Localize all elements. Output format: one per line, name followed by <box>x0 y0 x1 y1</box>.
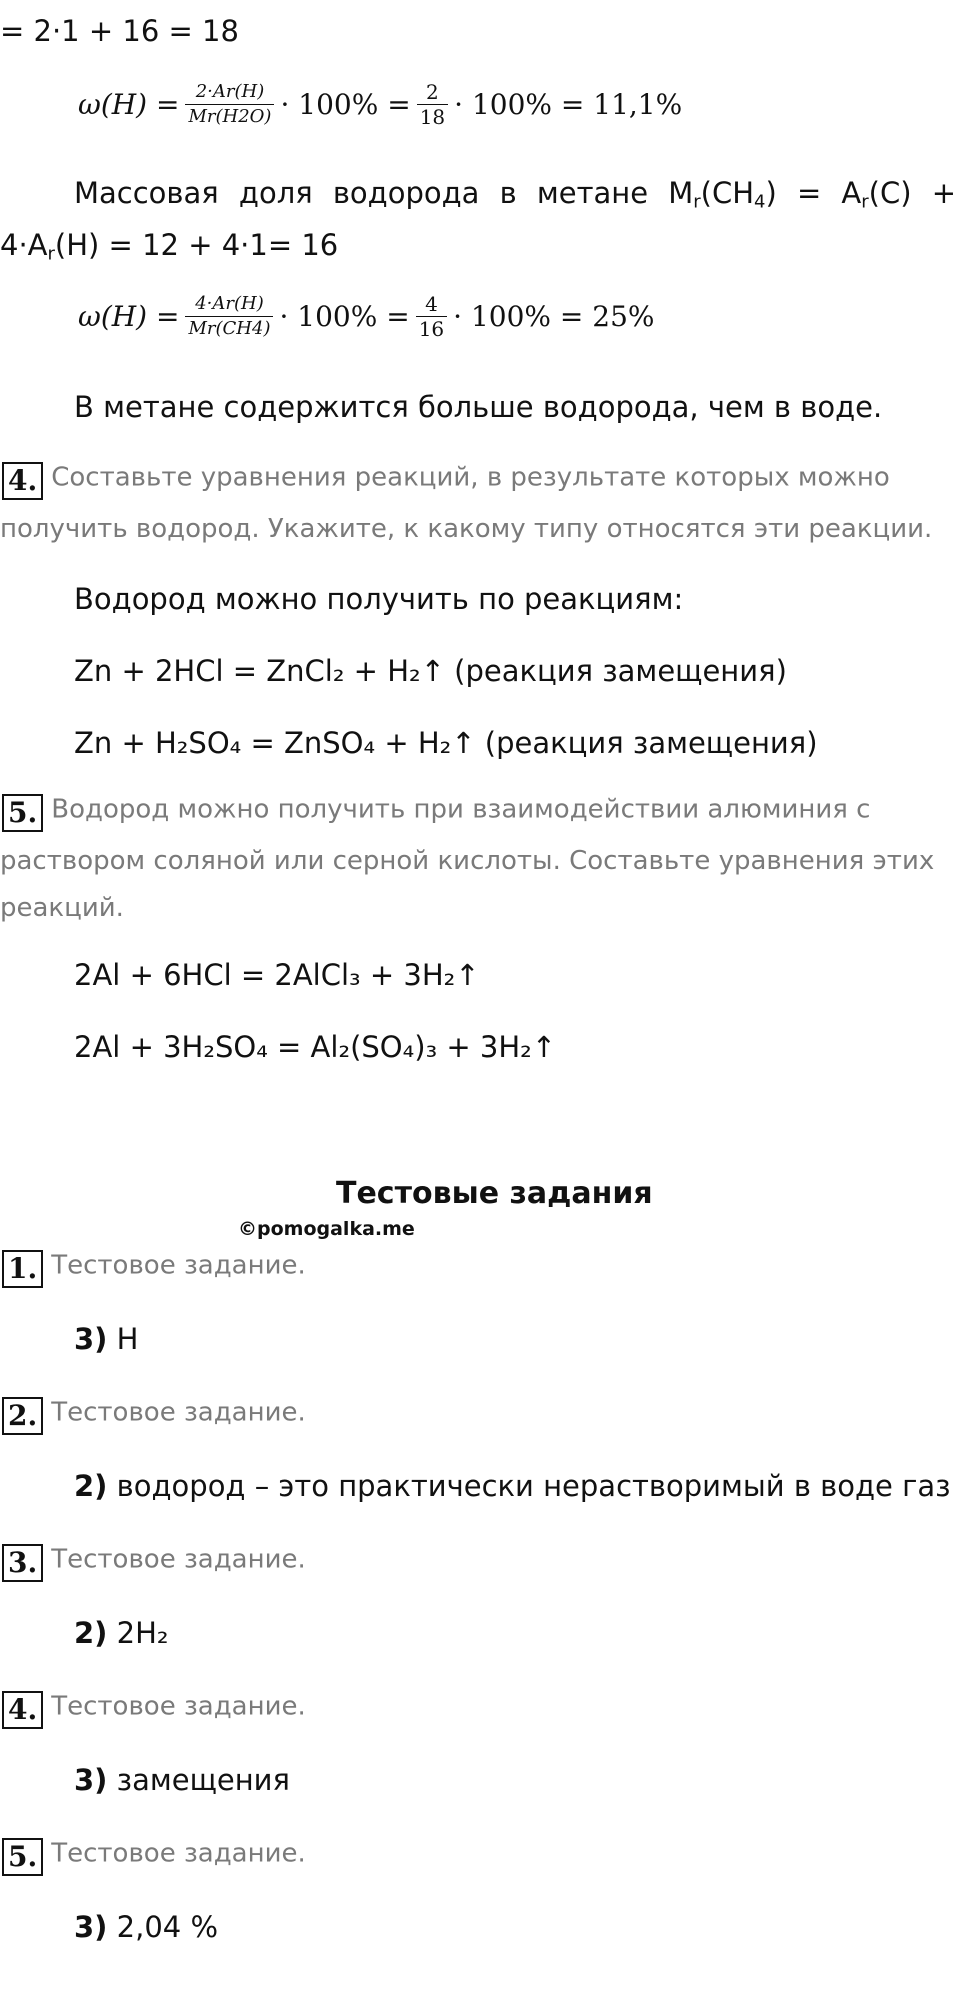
formula-fraction-numeric <box>416 292 447 341</box>
test3-question <box>2 1544 306 1582</box>
formula-fraction-numeric <box>417 80 448 129</box>
formula-fraction <box>185 292 273 341</box>
task5-number-box: 5. <box>2 794 43 832</box>
conclusion-text: В метане содержится больше водорода, чем в воде. <box>74 390 883 424</box>
tests-section-title: Тестовые задания <box>336 1176 653 1211</box>
formula-lhs: ω(H) = <box>78 300 180 333</box>
test4-question <box>2 1691 306 1729</box>
test2-answer: 2) водород – это практически нерастворимый в воде газ <box>74 1469 951 1503</box>
task4-question <box>2 462 890 500</box>
formula-fraction <box>185 80 274 129</box>
watermark: ©pomogalka.me <box>238 1218 415 1240</box>
test2-label: Тестовое задание. <box>51 1397 306 1428</box>
task4-answer-intro: Водород можно получить по реакциям: <box>74 582 684 616</box>
test1-label: Тестовое задание. <box>51 1250 306 1281</box>
test5-question <box>2 1838 306 1876</box>
fraction-numerator: 2 <box>426 80 439 104</box>
test4-number-box: 4. <box>2 1691 43 1729</box>
formula-lhs: ω(H) = <box>78 88 180 121</box>
task4-number-box: 4. <box>2 462 43 500</box>
fraction-numerator: 4 <box>425 292 438 316</box>
fraction-denominator: 16 <box>418 317 445 341</box>
test2-number-box: 2. <box>2 1397 43 1435</box>
task5-equation-1: 2Al + 6HCl = 2AlCl₃ + 3H₂↑ <box>74 958 480 992</box>
test1-number-box: 1. <box>2 1250 43 1288</box>
formula-result: · 100% = 11,1% <box>454 88 683 121</box>
test2-question <box>2 1397 306 1435</box>
test3-label: Тестовое задание. <box>51 1544 306 1575</box>
fraction-denominator: 18 <box>419 105 446 129</box>
task5-question-line1: Водород можно получить при взаимодействии алюминия с <box>51 794 871 825</box>
formula-mid: · 100% = <box>279 300 410 333</box>
task5-question-line3: реакций. <box>0 893 124 923</box>
task4-question-line1: Составьте уравнения реакций, в результате которых можно <box>51 462 890 493</box>
fraction-numerator: 2·Ar(H) <box>195 81 265 102</box>
task4-equation-1: Zn + 2HCl = ZnCl₂ + H₂↑ (реакция замещения) <box>74 654 787 688</box>
fraction-denominator: Mr(H2O) <box>188 106 272 127</box>
test1-question <box>2 1250 306 1288</box>
formula-water-hydrogen-fraction <box>78 80 682 129</box>
test4-answer: 3) замещения <box>74 1763 290 1797</box>
task5-equation-2: 2Al + 3H₂SO₄ = Al₂(SO₄)₃ + 3H₂↑ <box>74 1030 557 1064</box>
fraction-numerator: 4·Ar(H) <box>195 293 264 314</box>
test3-number-box: 3. <box>2 1544 43 1582</box>
task5-question-line2: раствором соляной или серной кислоты. Составьте уравнения этих <box>0 846 935 876</box>
test4-label: Тестовое задание. <box>51 1691 306 1722</box>
formula-methane-hydrogen-fraction <box>78 292 655 341</box>
formula-result: · 100% = 25% <box>453 300 655 333</box>
task4-question-line2: получить водород. Укажите, к какому типу относятся эти реакции. <box>0 514 933 544</box>
task5-question <box>2 794 870 832</box>
task4-equation-2: Zn + H₂SO₄ = ZnSO₄ + H₂↑ (реакция замещения) <box>74 726 818 760</box>
formula-mid: · 100% = <box>280 88 411 121</box>
test5-number-box: 5. <box>2 1838 43 1876</box>
test5-label: Тестовое задание. <box>51 1838 306 1869</box>
test3-answer: 2) 2H₂ <box>74 1616 169 1650</box>
methane-paragraph-line2: $4\cdot A_r(H) = 12 + 4\cdot 1= 16$ <box>0 228 339 265</box>
fraction-denominator: Mr(CH4) <box>188 318 271 339</box>
test1-answer: 3) H <box>74 1322 139 1356</box>
methane-paragraph-line1: Массовая доля водорода в метане $M_r(CH_4) = A_r(C)$ + <box>74 176 957 213</box>
test5-answer: 3) 2,04 % <box>74 1910 218 1944</box>
calc-line-water: = 2·1 + 16 = 18 <box>0 14 239 48</box>
